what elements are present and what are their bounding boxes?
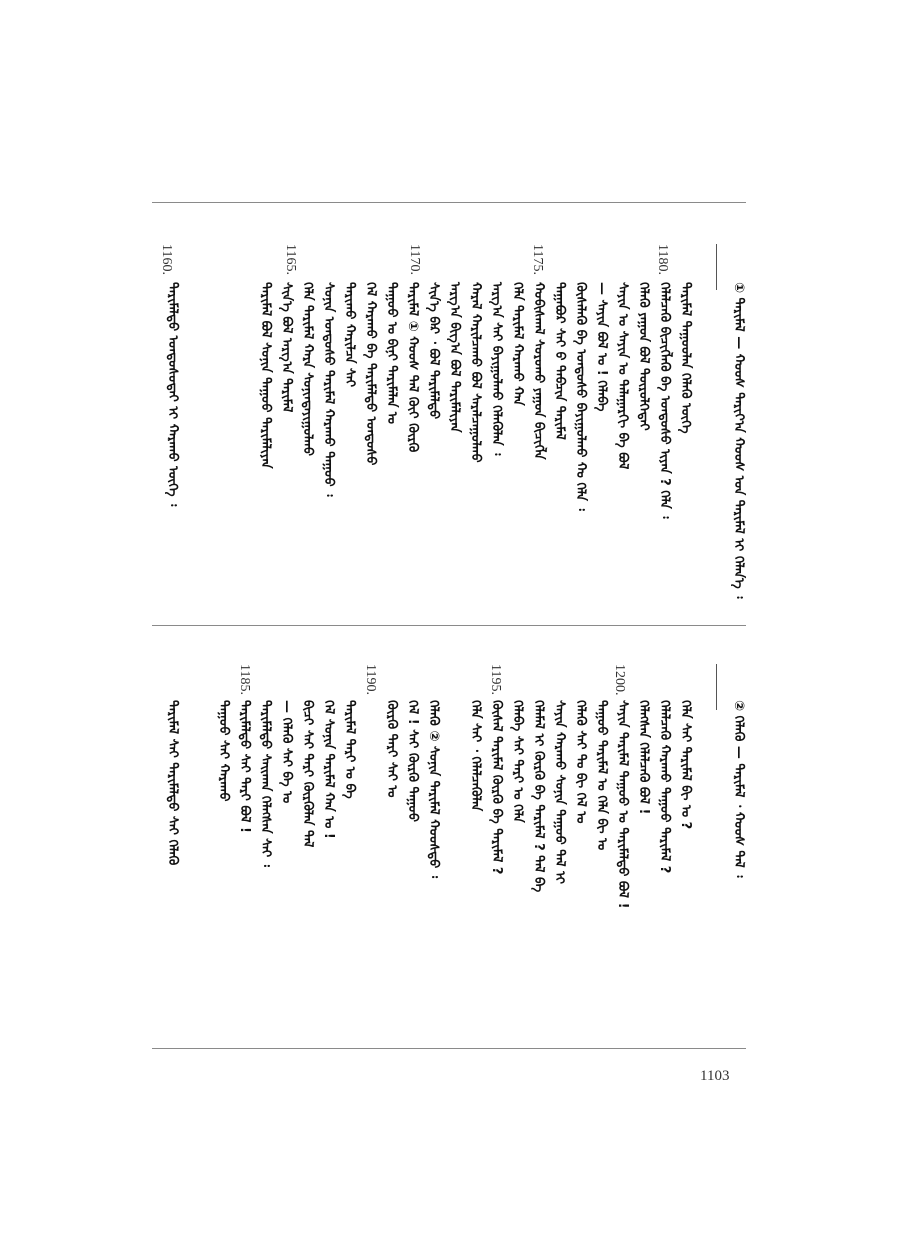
- lower-footnote-rule: [716, 664, 717, 710]
- middle-rule: [152, 625, 746, 626]
- upper-footnote-rule: [716, 244, 717, 290]
- top-rule: [152, 202, 746, 203]
- page-number: 1103: [700, 1068, 730, 1084]
- bottom-rule: [152, 1048, 746, 1049]
